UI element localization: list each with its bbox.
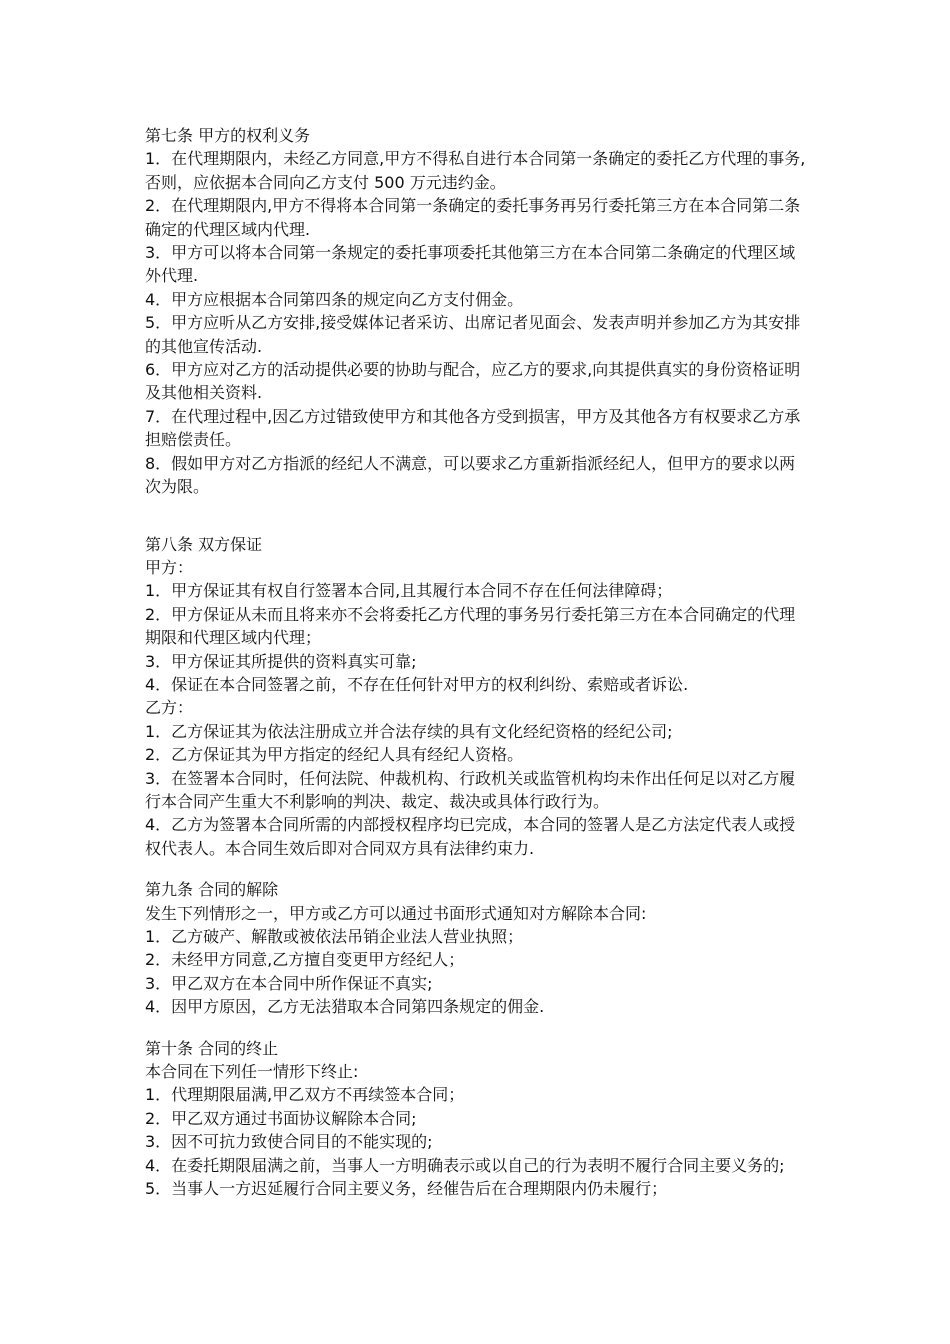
paragraph: 2．甲乙双方通过书面协议解除本合同;: [145, 1108, 417, 1128]
paragraph: 3．甲方可以将本合同第一条规定的委托事项委托其他第三方在本合同第二条确定的代理区域外代理.: [145, 243, 796, 286]
paragraph: 2．乙方保证其为甲方指定的经纪人具有经纪人资格。: [145, 745, 524, 765]
paragraph: 4．乙方为签署本合同所需的内部授权程序均已完成，本合同的签署人是乙方法定代表人或授权代表人。本合同生效后即对合同双方具有法律约束力.: [145, 815, 796, 858]
paragraph: 1．在代理期限内，未经乙方同意,甲方不得私自进行本合同第一条确定的委托乙方代理的事务,否则，应依据本合同向乙方支付 500 万元违约金。: [145, 149, 806, 192]
paragraph: 6．甲方应对乙方的活动提供必要的协助与配合，应乙方的要求,向其提供真实的身份资格证明及其他相关资料.: [145, 360, 801, 403]
paragraph: 2．在代理期限内,甲方不得将本合同第一条确定的委托事务再另行委托第三方在本合同第二条确定的代理区域内代理.: [145, 196, 801, 239]
paragraph: 3．甲方保证其所提供的资料真实可靠;: [145, 651, 417, 671]
paragraph: 4．甲方应根据本合同第四条的规定向乙方支付佣金。: [145, 289, 524, 309]
paragraph: 本合同在下列任一情形下终止:: [145, 1062, 359, 1082]
paragraph: 7．在代理过程中,因乙方过错致使甲方和其他各方受到损害，甲方及其他各方有权要求乙方承担赔偿责任。: [145, 406, 801, 450]
paragraph: 2．甲方保证从未而且将来亦不会将委托乙方代理的事务另行委托第三方在本合同确定的代理期限和代理区域内代理；: [145, 604, 796, 648]
paragraph: 甲方：: [145, 557, 194, 577]
paragraph: 4．因甲方原因，乙方无法猎取本合同第四条规定的佣金.: [145, 997, 545, 1017]
section-heading: 第九条 合同的解除: [145, 880, 279, 900]
section-article-10: [145, 1037, 810, 1201]
paragraph: 3．因不可抗力致使合同目的不能实现的;: [145, 1132, 433, 1152]
paragraph: 3．甲乙双方在本合同中所作保证不真实;: [145, 973, 433, 993]
paragraph: 4．在委托期限届满之前，当事人一方明确表示或以自己的行为表明不履行合同主要义务的;: [145, 1155, 785, 1175]
paragraph: 1．甲方保证其有权自行签署本合同,且其履行本合同不存在任何法律障碍；: [145, 581, 673, 601]
paragraph: 2．未经甲方同意,乙方擅自变更甲方经纪人；: [145, 950, 465, 970]
paragraph: 8．假如甲方对乙方指派的经纪人不满意，可以要求乙方重新指派经纪人，但甲方的要求以两次为限。: [145, 453, 796, 497]
section-article-8: [145, 533, 810, 861]
section-heading: 第十条 合同的终止: [145, 1038, 279, 1058]
paragraph: 发生下列情形之一，甲方或乙方可以通过书面形式通知对方解除本合同:: [145, 903, 647, 923]
paragraph: 1．乙方破产、解散或被依法吊销企业法人营业执照；: [145, 927, 524, 946]
paragraph: 3．在签署本合同时，任何法院、仲裁机构、行政机关或监管机构均未作出任何足以对乙方履行本合同产生重大不利影响的判决、裁定、裁决或具体行政行为。: [145, 768, 796, 811]
paragraph: 1．代理期限届满,甲乙双方不再续签本合同；: [145, 1085, 465, 1105]
paragraph: 5．当事人一方迟延履行合同主要义务，经催告后在合理期限内仍未履行；: [145, 1179, 668, 1199]
section-heading: 第七条 甲方的权利义务: [145, 126, 311, 145]
paragraph: 4．保证在本合同签署之前，不存在任何针对甲方的权利纠纷、索赔或者诉讼.: [145, 674, 689, 694]
section-article-7: [145, 124, 810, 499]
paragraph: 1．乙方保证其为依法注册成立并合法存续的具有文化经纪资格的经纪公司;: [145, 721, 673, 741]
paragraph: 5．甲方应听从乙方安排,接受媒体记者采访、出席记者见面会、发表声明并参加乙方为其安排的其他宣传活动.: [145, 313, 801, 356]
section-heading: 第八条 双方保证: [145, 534, 263, 554]
paragraph: 乙方：: [145, 698, 194, 718]
document-page: [145, 124, 810, 1200]
section-article-9: [145, 878, 810, 1018]
